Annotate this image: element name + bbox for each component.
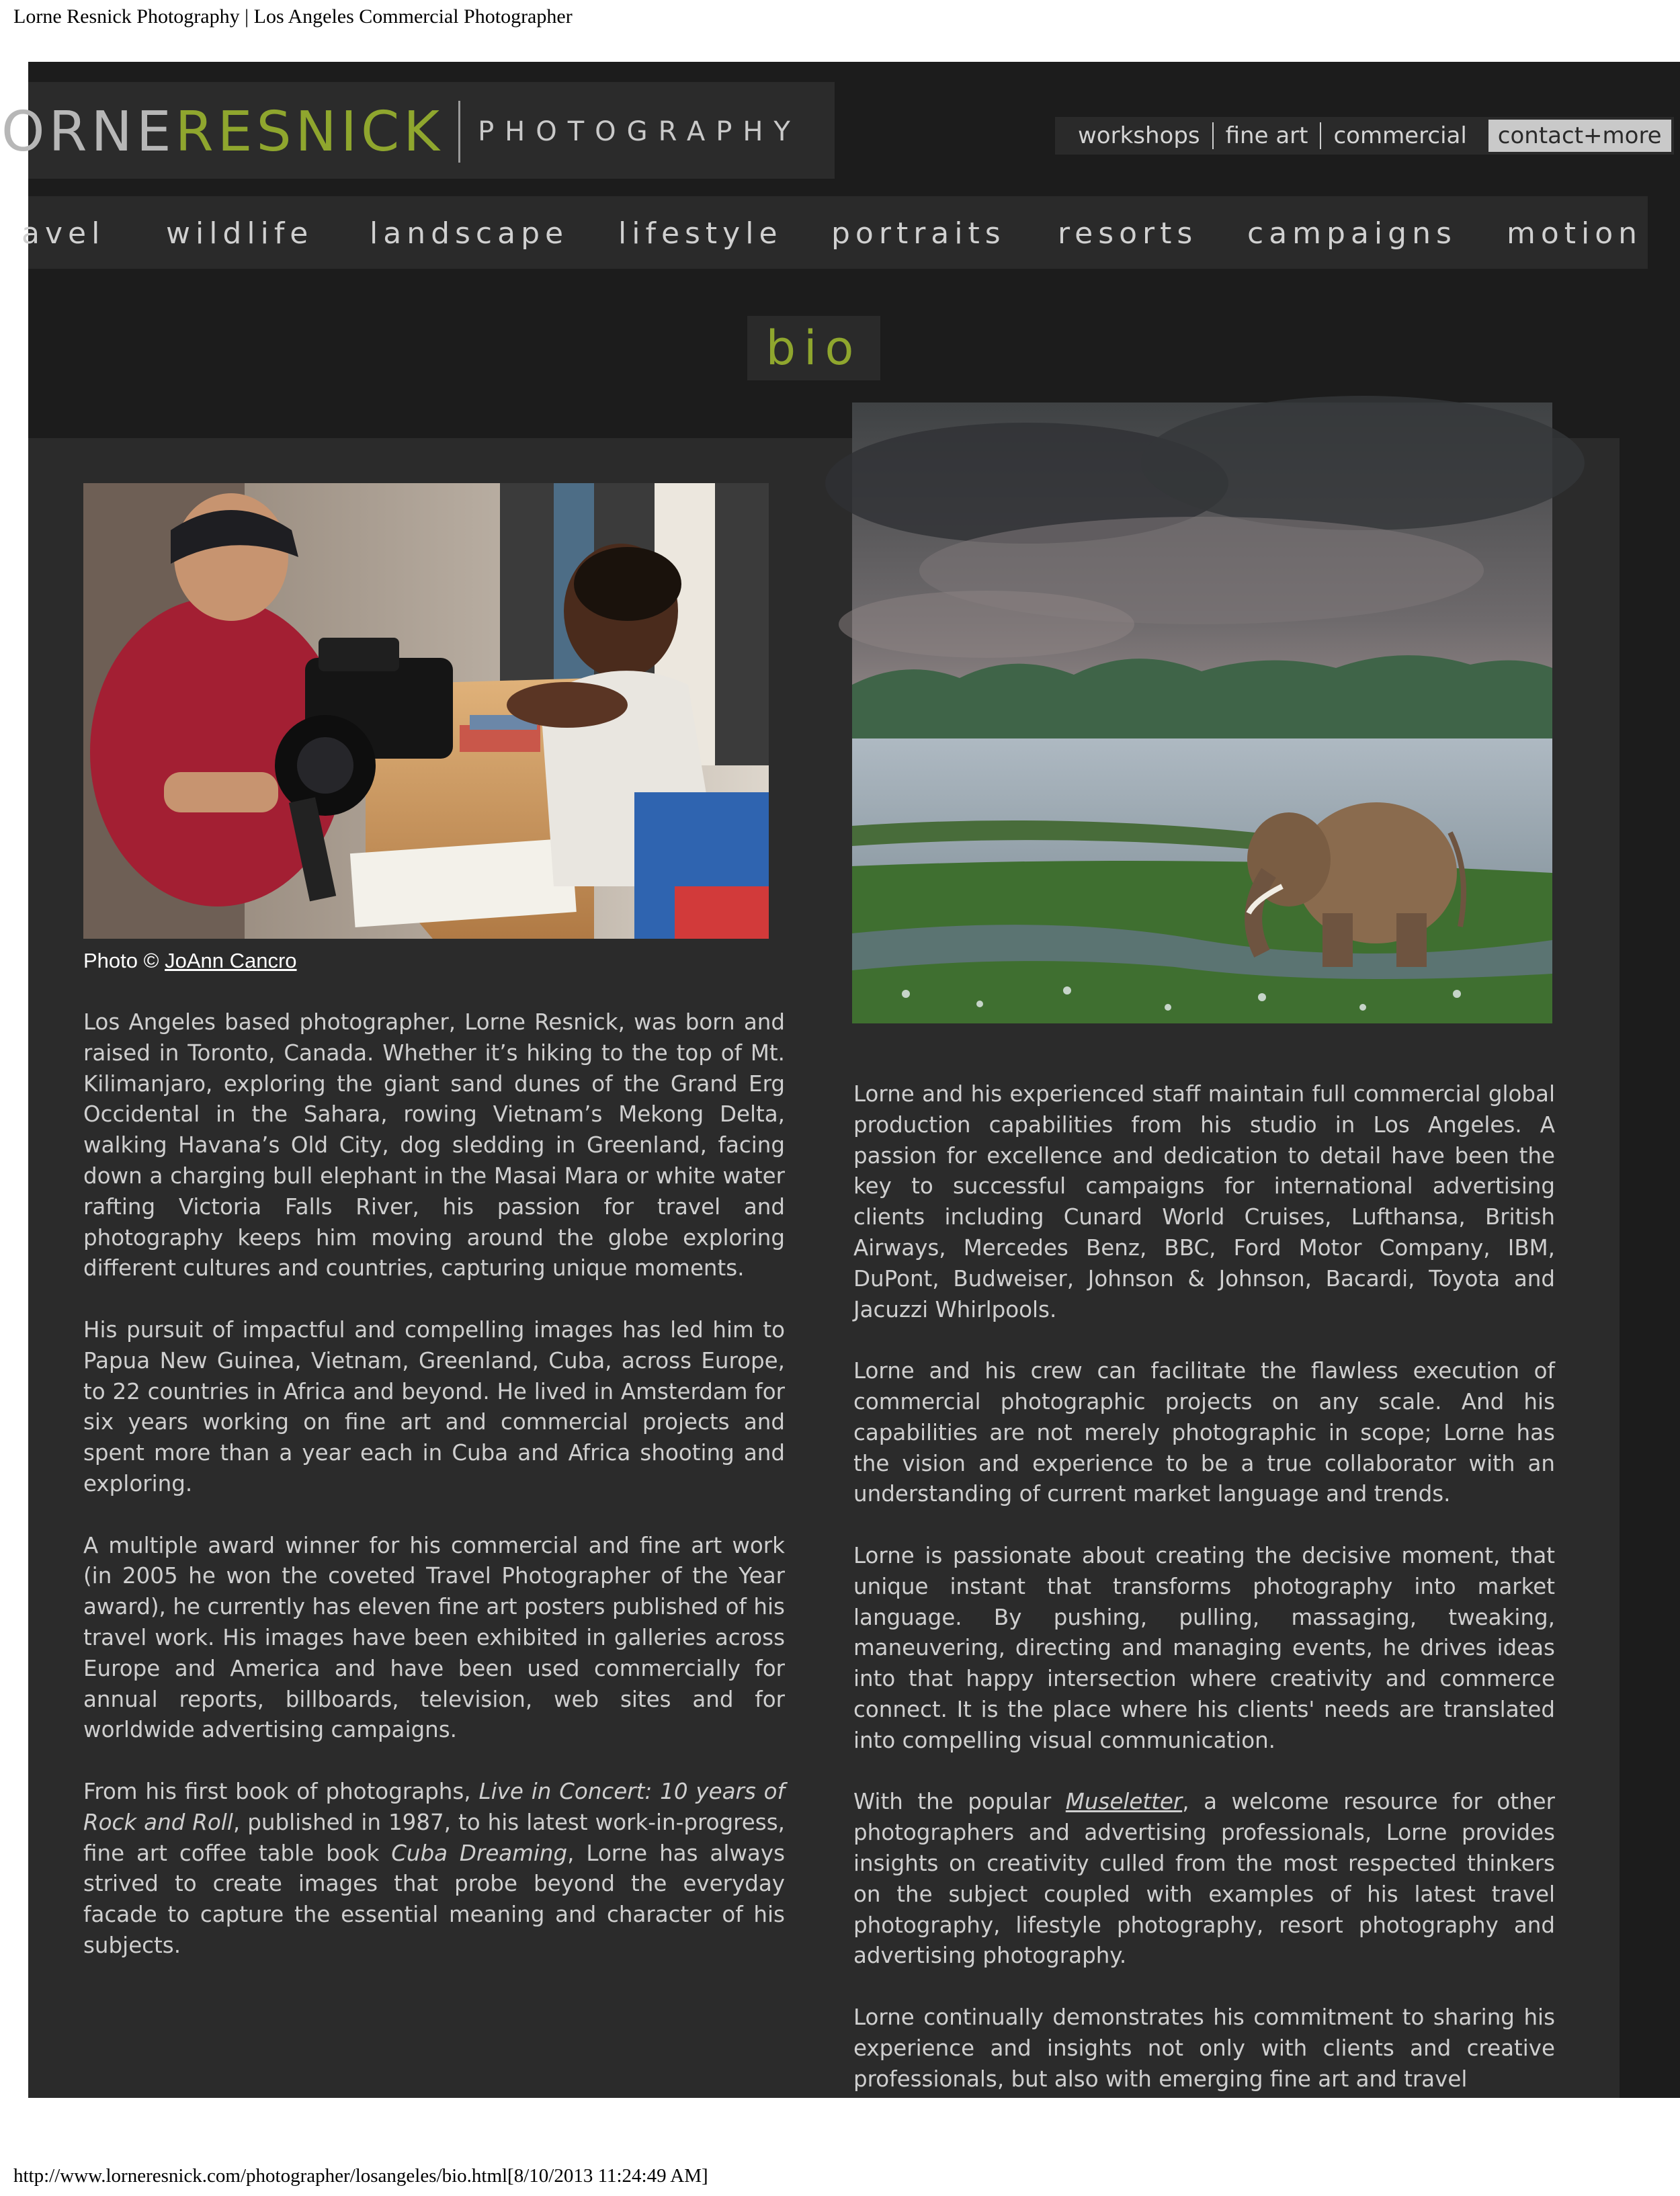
browser-page-title: Lorne Resnick Photography | Los Angeles Commercial Photographer	[13, 5, 573, 28]
bio-paragraph: Lorne and his crew can facilitate the flawless execution of commercial photographic projects on any scale. And his capabilities are not merely photographic in scope; Lorne has the vision and experience to be a true collaborator with an understanding of current market language and trends.	[853, 1358, 1555, 1507]
page-heading: bio	[747, 316, 880, 380]
book-title-cuba-dreaming: Cuba Dreaming	[391, 1840, 568, 1866]
top-nav-contact-more[interactable]: contact+more	[1488, 120, 1671, 152]
main-nav-resorts[interactable]: resorts	[1058, 216, 1198, 251]
main-nav-campaigns[interactable]: campaigns	[1247, 216, 1457, 251]
main-nav-portraits[interactable]: portraits	[831, 216, 1006, 251]
museletter-link[interactable]: Museletter	[1065, 1789, 1183, 1815]
elephant-landscape-photo	[852, 403, 1552, 1023]
main-nav-landscape[interactable]: landscape	[370, 216, 569, 251]
main-nav-lifestyle[interactable]: lifestyle	[618, 216, 783, 251]
bio-right-column	[853, 1079, 1555, 2091]
main-nav	[22, 196, 1648, 269]
bio-paragraph: His pursuit of impactful and compelling images has led him to Papua New Guinea, Vietnam, Greenland, Cuba, across Europe, to 22 countries in Africa and beyond. He lived in Amsterdam for six years working on fine art and commercial projects and spent more than a year each in Cuba and Africa shooting and exploring.	[83, 1316, 785, 1496]
top-nav-workshops[interactable]: workshops	[1078, 122, 1200, 149]
main-nav-travel[interactable]: avel	[22, 216, 106, 251]
logo-divider	[458, 101, 460, 163]
browser-footer-url: http://www.lorneresnick.com/photographer/losangeles/bio.html[8/10/2013 11:24:49 AM]	[13, 2165, 708, 2187]
logo-last-name: RESNICK	[175, 99, 444, 164]
book-title-live-in-concert: Live in Concert: 10 years of Rock and Roll	[83, 1778, 785, 1835]
site-frame	[1, 62, 1680, 2098]
main-nav-motion[interactable]: motion	[1507, 216, 1643, 251]
bio-paragraph: Lorne continually demonstrates his commitment to sharing his experience and insights not only with clients and creative professionals, but also with emerging fine art and travel	[853, 2004, 1555, 2092]
bio-paragraph: Lorne is passionate about creating the decisive moment, that unique instant that transforms photography into market language. By pushing, pulling, massaging, tweaking, maneuvering, directing and managing events, he drives ideas into that happy intersection where creativity and commerce connect. It is the place where his clients' needs are translated into compelling visual communication.	[853, 1542, 1555, 1753]
bio-paragraph: With the popular Museletter, a welcome resource for other photographers and advertising professionals, Lorne provides insights on creativity culled from the most respected thinkers on the subject coupled with examples of his latest travel photography, lifestyle photography, resort photography and advertising photography.	[853, 1789, 1555, 1969]
bio-paragraph: From his first book of photographs, Live in Concert: 10 years of Rock and Roll, published in 1987, to his latest work-in-progress, fine art coffee table book Cuba Dreaming, Lorne has always strived to create images that probe beyond the everyday facade to capture the essential meaning and character of his subjects.	[83, 1778, 786, 1958]
top-nav	[1055, 117, 1674, 155]
top-nav-fine-art[interactable]: fine art	[1225, 122, 1308, 149]
photo-credit: Photo © JoAnn Cancro	[83, 949, 297, 972]
site-logo[interactable]	[1, 82, 835, 179]
top-nav-commercial[interactable]: commercial	[1333, 122, 1467, 149]
bio-paragraph: Lorne and his experienced staff maintain full commercial global production capabilities from his studio in Los Angeles. A passion for excellence and dedication to detail have been the key to successful campaigns for international advertising clients including Cunard World Cruises, Lufthansa, British Airways, Mercedes Benz, BBC, Ford Motor Company, IBM, DuPont, Budweiser, Johnson & Johnson, Bacardi, Toyota and Jacuzzi Whirlpools.	[853, 1081, 1555, 1322]
logo-first-name: ORNE	[1, 99, 175, 164]
photo-credit-link[interactable]: JoAnn Cancro	[165, 949, 297, 972]
main-nav-wildlife[interactable]: wildlife	[166, 216, 314, 251]
bio-paragraph: A multiple award winner for his commercial and fine art work (in 2005 he won the coveted Travel Photographer of the Year award), he currently has eleven fine art posters published of his travel work. His images have been exhibited in galleries across Europe and America and have been used commercially for annual reports, billboards, television, web sites and for worldwide advertising campaigns.	[83, 1532, 785, 1743]
bio-left-column	[83, 1007, 785, 1992]
bio-paragraph: Los Angeles based photographer, Lorne Resnick, was born and raised in Toronto, Canada. Whether it’s hiking to the top of Mt. Kilimanjaro, exploring the giant sand dunes of the Grand Erg Occidental in the Sahara, rowing Vietnam’s Mekong Delta, walking Havana’s Old City, dog sledding in Greenland, facing down a charging bull elephant in the Masai Mara or white water rafting Victoria Falls River, his passion for travel and photography keeps him moving around the globe exploring different cultures and countries, capturing unique moments.	[83, 1009, 785, 1281]
photographer-portrait-photo	[83, 483, 769, 939]
logo-photography: PHOTOGRAPHY	[478, 116, 801, 147]
